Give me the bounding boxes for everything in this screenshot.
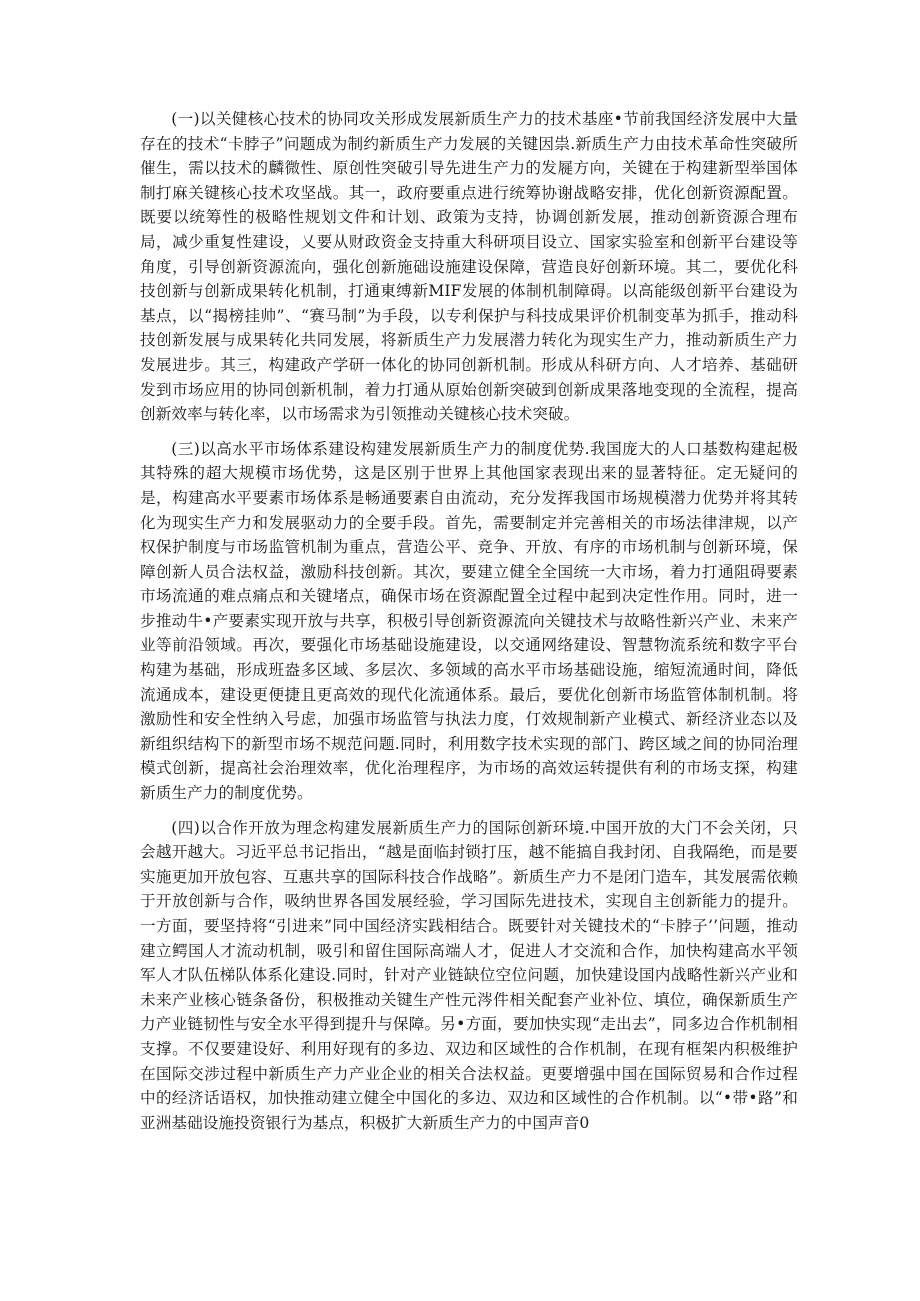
paragraph-2: (三)以高水平市场体系建设构建发展新质生产力的制度优势.我国庞大的人口基数构建起极其特殊的超大规模市场优势，这是区别于世界上其他国家表现出来的显著特征。定无疑问的是，构建高水平要素市场体系是畅通要素自由流动，充分发挥我国市场规模潜力优势并将其转化为现实生产力和发展驱动力的全要手段。首先，需要制定并完善相关的市场法律津规，以产权保护制度与市场监管机制为重点，营造公平、竞争、开放、有序的市场机制与创新环境，保障创新人员合法权益，激励科技创新。其次，要建立健全全国统一大市场，着力打通阻碍要素市场流通的难点痛点和关键堵点，确保市场在资源配置全过程中起到决定性作用。同时，进一步推动牛•产要素实现开放与共享，积极引导创新资源流向关键技术与故略性新兴产业、未来产业等前沿领域。再次，要强化市场基础设施建设，以交通网络建设、智慧物流系统和数字平台构建为基础，形成班盎多区域、多层次、多领域的高水平市场基础设施，缩短流通时间，降低流通成本，建设更便捷且更高效的现代化流通体系。最后，要优化创新市场监管体制机制。将激励性和安全性纳入号虑，加强市场监管与执法力度，仃效规制新产业模式、新经济业态以及新组织结构下的新型市场不规范问题.同时，利用数字技术实现的部门、跨区域之间的协同治理模式创新，提高社会治理效率，优化治理程序，为市场的高效运转提供有利的市场支探，构建新质生产力的制度优势。 bbox=[140, 439, 798, 803]
document-body bbox=[140, 107, 798, 1135]
paragraph-1: (一)以关健核心技术的协同攻关形成发展新质生产力的技术基座•节前我国经济发展中大量存在的技术“卡脖子”问题成为制约新质生产力发展的关键因祟.新质生产力由技术革命性突破所催生，需以技术的麟微性、原创性突破引导先进生产力的发屣方向，关键在于构建新型举国体制打麻关键核心技术攻坚战。其一，政府要重点进行统筹协谢战略安排，优化创新资源配置。既要以统筹性的极略性规划文件和计划、政策为支持，协调创新发展，推动创新资源合理布局，减少重复性建设，乂要从财政资金支持重大科研项目设立、国家实验室和创新平台建设等角度，引导创新资源流向，强化创新施础设施建设保障，营造良好创新环境。其二，要优化科技创新与创新成果转化机制，打通東缚新MIF发展的体制机制障碍。以高能级创新平台建设为基点，以“揭榜挂帅”、“赛马制”为手段，以专利保护与科技成果评价机制变革为抓手，推动科技创新发展与成果转化共同发展，将新质生产力发展潜力转化为现实生产力，推动新质生产力发展进步。其三，构建政产学研一体化的协同创新机制。形成从科研方向、人才培养、基础研发到市场应用的协同创新机制，着力打通从原始创新突破到创新成果落地变现的全流程，提高创新效率与转化率，以市场需求为引领推动关键核心技术突破。 bbox=[140, 110, 798, 424]
paragraph-3: (四)以合作开放为理念构建发展新质生产力的国际创新环境.中国开放的大门不会关闭，只会越开越大。习近平总书记指出，“越是面临封锁打压，越不能搞自我封闭、自我隔绝，而是要实施更加开放包容、互惠共享的国际科技合作战略”。新质生产力不是闭门造车，其发展需依赖于开放创新与合作，吸纳世界各国发展经验，学习国际先进技术，实现自主创新能力的提升。一方面，要坚持将“引进来”同中国经济实践相结合。既要针对关键技术的“卡脖子’’问题，推动建立鳄国人才流动机制，吸引和留住国际高端人才，促进人才交流和合作，加快构建高水平领军人才队伍梯队体系化建设.同时，针对产业链缺位空位问题，加快建设国内战略性新兴产业和未来产业核心链条备份，积极推动关键生产性元涔件相关配套产业补位、填位，确保新质生产力产业链韧性与安全水平得到提升与保障。另•方面，要加快实现“走出去”，同多边合作机制相支撑。不仅要建设好、利用好现有的多边、双边和区域性的合作机制，在现有框架内积极维护在国际交涉过程中新质生产力产业企业的相关合法权益。更要增强中国在国际贸易和合作过程中的经济话语权，加快推动建立健全中国化的多边、双边和区域性的合作机制。以“•带•路”和亚洲基础设施投资银行为基点，积极扩大新质生产力的中国声音0 bbox=[140, 818, 798, 1132]
